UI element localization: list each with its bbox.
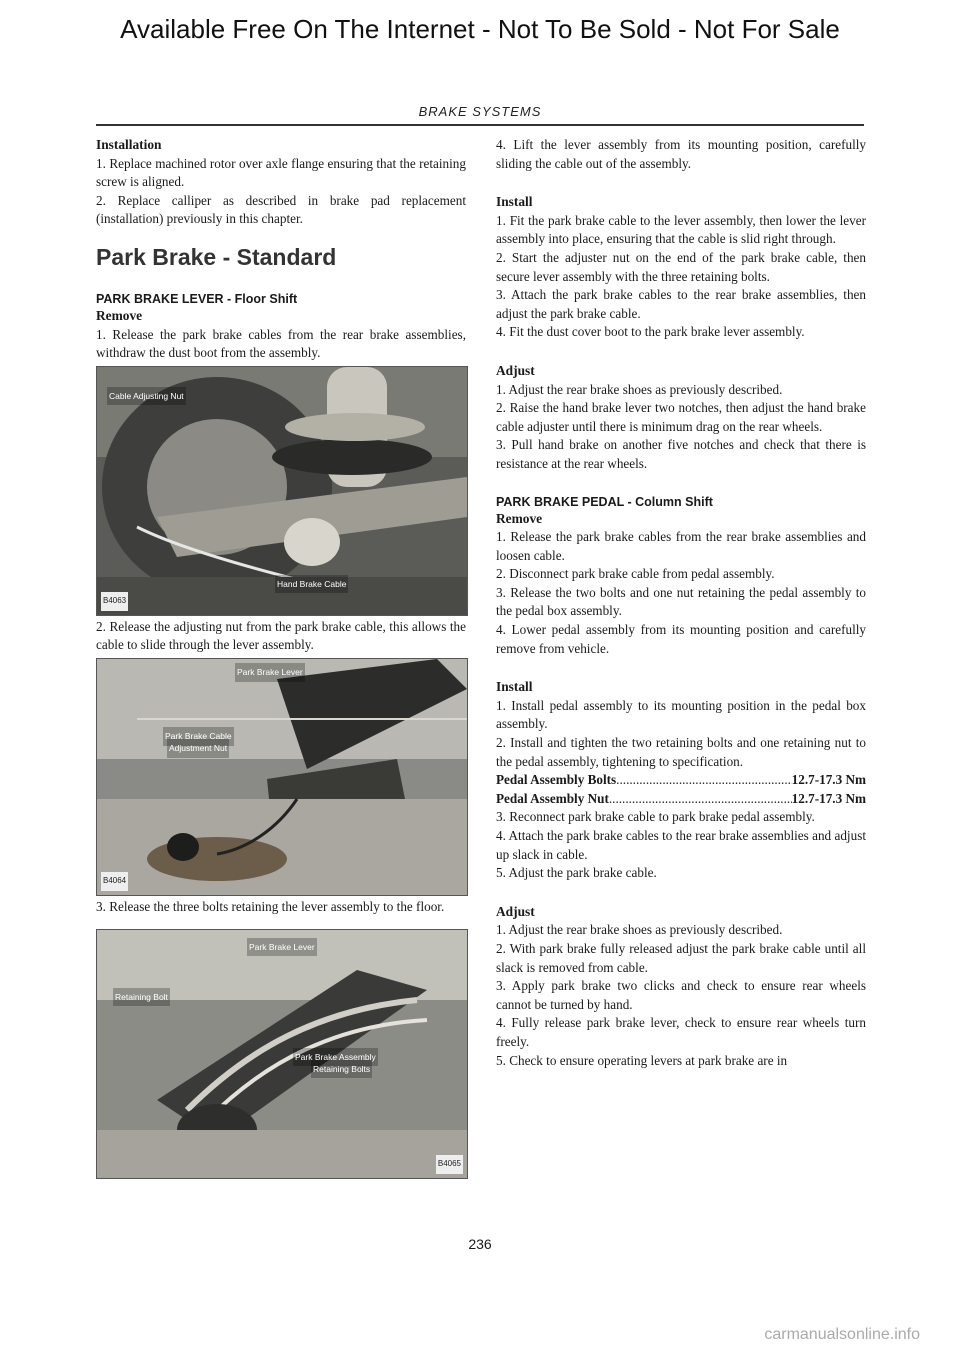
photo-1-label-adjusting-nut: Cable Adjusting Nut bbox=[107, 387, 186, 406]
remove-step: 2. Release the adjusting nut from the park brake cable, this allows the cable to slide through the lever assembly. bbox=[96, 618, 466, 653]
pedal-install-step: 5. Adjust the park brake cable. bbox=[496, 865, 657, 881]
install-heading: Install bbox=[496, 194, 533, 210]
right-column bbox=[496, 136, 866, 1070]
subsection-heading-lever: PARK BRAKE LEVER - Floor Shift bbox=[96, 291, 298, 306]
leader-dots bbox=[609, 790, 792, 809]
pedal-remove-step: 2. Disconnect park brake cable from pedal assembly. bbox=[496, 566, 775, 582]
leader-dots bbox=[616, 771, 791, 790]
pedal-install-step: 1. Install pedal assembly to its mounting position in the pedal box assembly. bbox=[496, 697, 866, 732]
photo-1-label-cable: Hand Brake Cable bbox=[275, 575, 348, 594]
adjust-step: 3. Pull hand brake on another five notches and check that there is resistance at the rear wheels. bbox=[496, 437, 866, 471]
installation-step: 2. Replace calliper as described in brake pad replacement (installation) previously in this chapter. bbox=[96, 192, 466, 227]
pedal-adjust-step: 4. Fully release park brake lever, check to ensure rear wheels turn freely. bbox=[496, 1015, 866, 1049]
photo-3-label-bolt: Retaining Bolt bbox=[113, 988, 170, 1007]
photo-2-code: B4064 bbox=[101, 872, 128, 891]
torque-spec-value: 12.7-17.3 Nm bbox=[791, 790, 866, 806]
photo-cable-adjusting-nut bbox=[96, 366, 468, 616]
torque-spec-label: Pedal Assembly Nut bbox=[496, 790, 609, 806]
pedal-remove-heading: Remove bbox=[496, 510, 543, 526]
photo-3-label-bolts: Retaining Bolts bbox=[311, 1060, 372, 1079]
remove-heading: Remove bbox=[96, 307, 143, 323]
adjust-heading: Adjust bbox=[496, 362, 535, 378]
photo-2-label-nut: Adjustment Nut bbox=[167, 739, 229, 758]
install-step: 1. Fit the park brake cable to the lever assembly, then lower the lever assembly into place, ensuring that the cable is slid right through. bbox=[496, 212, 866, 247]
torque-spec-label: Pedal Assembly Bolts bbox=[496, 772, 617, 788]
page-number: 236 bbox=[468, 1236, 492, 1252]
pedal-adjust-step: 3. Apply park brake two clicks and check to ensure rear wheels cannot be turned by hand. bbox=[496, 978, 866, 1012]
pedal-install-heading: Install bbox=[496, 679, 533, 695]
footer-source: carmanualsonline.info bbox=[764, 1326, 920, 1343]
torque-spec bbox=[496, 771, 866, 790]
photo-1-code: B4063 bbox=[101, 592, 128, 611]
photo-lever-retaining-bolts bbox=[96, 929, 468, 1179]
remove-step: 3. Release the three bolts retaining the lever assembly to the floor. bbox=[96, 898, 445, 914]
pedal-remove-step: 4. Lower pedal assembly from its mounting position and carefully remove from vehicle. bbox=[496, 622, 866, 656]
install-step: 3. Attach the park brake cables to the rear brake assemblies, then adjust the park brake cable. bbox=[496, 287, 866, 321]
header-rule bbox=[96, 124, 864, 126]
pedal-adjust-heading: Adjust bbox=[496, 903, 535, 919]
photo-2-label-lever: Park Brake Lever bbox=[235, 663, 305, 682]
remove-step: 4. Lift the lever assembly from its mounting position, carefully sliding the cable out of the assembly. bbox=[496, 137, 866, 171]
adjust-step: 1. Adjust the rear brake shoes as previously described. bbox=[496, 381, 783, 397]
photo-park-brake-lever bbox=[96, 658, 468, 896]
photo-3-code: B4065 bbox=[436, 1155, 463, 1174]
photo-3-illustration bbox=[97, 930, 467, 1178]
left-column bbox=[96, 136, 466, 1179]
pedal-install-step: 3. Reconnect park brake cable to park brake pedal assembly. bbox=[496, 809, 815, 825]
photo-3-label-lever: Park Brake Lever bbox=[247, 938, 317, 957]
pedal-install-step: 2. Install and tighten the two retaining bolts and one retaining nut to the pedal assembly, tightening to specification. bbox=[496, 735, 866, 769]
pedal-adjust-step: 5. Check to ensure operating levers at park brake are in bbox=[496, 1052, 788, 1068]
install-step: 4. Fit the dust cover boot to the park brake lever assembly. bbox=[496, 324, 805, 340]
photo-3-label-assembly: Park Brake Assembly bbox=[293, 1048, 378, 1067]
torque-spec bbox=[496, 790, 866, 809]
photo-2-label-cable: Park Brake Cable bbox=[163, 727, 234, 746]
installation-step: 1. Replace machined rotor over axle flange ensuring that the retaining screw is aligned. bbox=[96, 155, 466, 190]
pedal-remove-step: 1. Release the park brake cables from the rear brake assemblies and loosen cable. bbox=[496, 529, 866, 563]
remove-step: 1. Release the park brake cables from the rear brake assemblies, withdraw the dust boot from the assembly. bbox=[96, 326, 466, 361]
adjust-step: 2. Raise the hand brake lever two notches, then adjust the hand brake cable adjuster until there is minimum drag on the rear wheels. bbox=[496, 400, 866, 434]
pedal-adjust-step: 1. Adjust the rear brake shoes as previously described. bbox=[496, 922, 783, 938]
section-title: Park Brake - Standard bbox=[96, 243, 337, 270]
installation-heading: Installation bbox=[96, 137, 162, 152]
torque-spec-value: 12.7-17.3 Nm bbox=[791, 772, 866, 788]
running-header: BRAKE SYSTEMS bbox=[418, 104, 542, 119]
subsection-heading-pedal: PARK BRAKE PEDAL - Column Shift bbox=[496, 494, 713, 509]
photo-2-illustration bbox=[97, 659, 467, 895]
pedal-adjust-step: 2. With park brake fully released adjust the park brake cable until all slack is removed from cable. bbox=[496, 940, 866, 975]
pedal-remove-step: 3. Release the two bolts and one nut retaining the pedal assembly to the pedal box assembly. bbox=[496, 584, 866, 619]
watermark-banner: Available Free On The Internet - Not To Be Sold - Not For Sale bbox=[120, 14, 840, 44]
pedal-install-step: 4. Attach the park brake cables to the rear brake assemblies and adjust up slack in cable. bbox=[496, 828, 866, 862]
install-step: 2. Start the adjuster nut on the end of the park brake cable, then secure lever assembly with the three retaining bolts. bbox=[496, 249, 866, 284]
